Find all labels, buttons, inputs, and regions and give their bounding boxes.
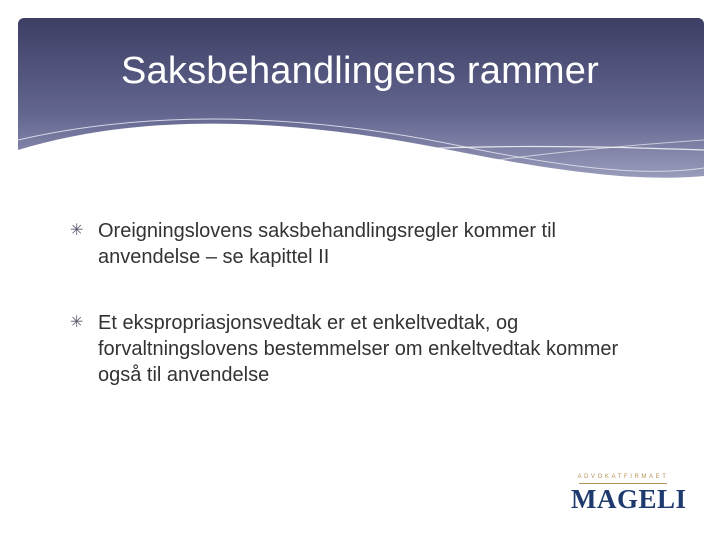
header-banner	[0, 0, 720, 200]
bullet-list	[70, 218, 650, 428]
slide-title: Saksbehandlingens rammer	[121, 50, 599, 92]
bullet-item	[70, 310, 650, 388]
bullet-item	[70, 218, 650, 270]
logo-name: MAGELI	[571, 484, 687, 514]
company-logo	[571, 474, 687, 514]
bullet-text: Oreigningslovens saksbehandlingsregler kommer til anvendelse – se kapittel II	[98, 220, 556, 268]
asterisk-bullet-icon: ✳	[70, 222, 84, 239]
logo-tagline: ADVOKATFIRMAET	[577, 474, 669, 480]
bullet-text: Et ekspropriasjonsvedtak er et enkeltvedtak, og forvaltningslovens bestemmelser om enkeltvedtak kommer også til anvendelse	[98, 312, 619, 386]
asterisk-bullet-icon: ✳	[70, 314, 84, 331]
